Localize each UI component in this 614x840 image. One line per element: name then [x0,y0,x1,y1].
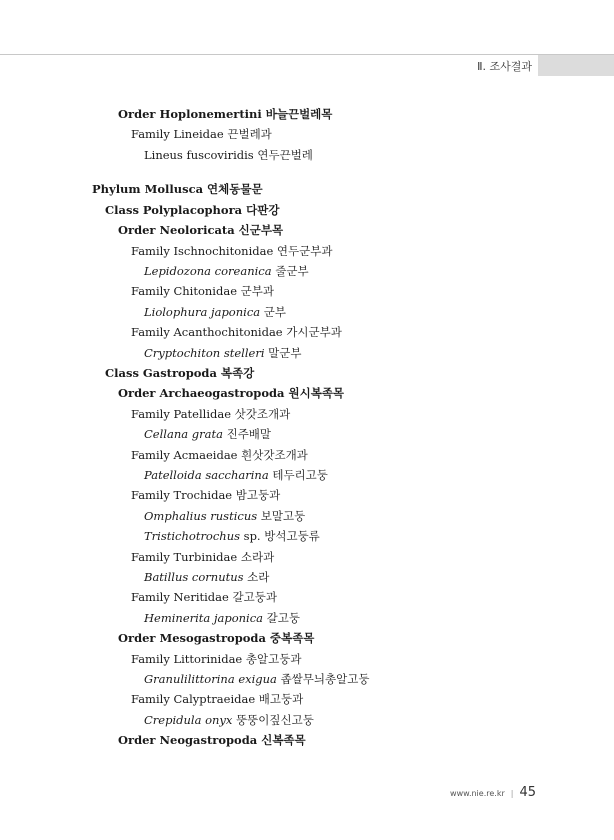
taxon-species [144,570,269,584]
taxon-text: Phylum Mollusca 연체동물문 [92,182,263,197]
taxon-text: Class Gastropoda 복족강 [105,366,255,381]
taxon-text: 뚱뚱이짚신고둥 [232,712,314,727]
taxon-text: Family Littorinidae 총알고둥과 [131,651,302,666]
taxon-order [118,107,332,121]
scientific-name: Tristichotrochus [144,529,241,544]
taxon-text: 말군부 [264,345,302,360]
taxon-text: Order Mesogastropoda 중복족목 [118,631,315,646]
taxon-text: Family Lineidae 끈벌레과 [131,127,272,142]
scientific-name: Cellana grata [144,427,223,442]
taxon-text: Family Calyptraeidae 배고둥과 [131,692,304,707]
taxon-species [144,468,328,482]
taxon-species [144,305,286,319]
taxon-class [105,366,254,380]
taxon-text: 진주배말 [222,427,272,442]
taxon-family [131,550,274,564]
scientific-name: Crepidula onyx [144,712,233,727]
taxon-text: 줄군부 [271,264,309,279]
taxon-text: Order Hoplonemertini 바늘끈벌레목 [118,107,333,121]
taxon-species [144,264,309,278]
taxon-text: Family Acanthochitonidae 가시군부과 [131,325,342,340]
taxon-species [144,346,301,360]
taxon-text: Family Patellidae 삿갓조개과 [131,406,291,421]
scientific-name: Cryptochiton stelleri [144,345,265,360]
taxon-text: Family Acmaeidae 흰삿갓조개과 [131,447,308,462]
taxon-species [144,427,271,441]
taxon-family [131,652,301,666]
taxon-text: Family Turbinidae 소라과 [131,549,275,564]
footer-url: www.nie.re.kr [450,789,505,798]
taxon-text: Family Neritidae 갈고둥과 [131,590,277,605]
taxon-order [118,631,314,645]
taxon-order [118,733,306,747]
taxon-text: Family Trochidae 밤고둥과 [131,488,281,503]
taxon-text: 테두리고둥 [268,468,328,483]
taxon-text: Lineus fuscoviridis 연두끈벌레 [144,147,313,162]
taxon-text: Order Neogastropoda 신복족목 [118,733,306,748]
taxon-family [131,325,342,339]
page-footer [450,781,536,800]
taxon-text: Order Neoloricata 신군부목 [118,223,284,238]
chapter-heading: Ⅱ. 조사결과 [477,60,532,73]
taxon-order [118,223,283,237]
scientific-name: Liolophura japonica [144,304,261,319]
taxon-family [131,284,274,298]
scientific-name: Batillus cornutus [144,570,244,585]
taxon-family [131,590,277,604]
taxon-text: Order Archaeogastropoda 원시복족목 [118,386,345,401]
taxon-species [144,148,313,162]
footer-separator: | [510,789,514,798]
taxon-species [144,611,300,625]
taxon-text: 군부 [260,304,286,319]
taxon-text: 소라 [243,570,270,585]
taxon-text: Family Chitonidae 군부과 [131,284,274,299]
scientific-name: Patelloida saccharina [144,468,269,483]
taxon-text: 좁쌀무늬총알고둥 [276,672,370,687]
header-tab-block [538,55,614,76]
taxon-text: Family Ischnochitonidae 연두군부과 [131,243,333,258]
page-number: 45 [519,785,536,800]
taxon-text: 보말고둥 [257,508,306,523]
taxon-species [144,713,314,727]
taxon-order [118,386,344,400]
taxon-species [144,509,305,523]
scientific-name: Granulilittorina exigua [144,672,277,687]
taxon-family [131,488,280,502]
scientific-name: Heminerita japonica [144,610,264,625]
taxon-family [131,448,308,462]
taxon-text: Class Polyplacophora 다판강 [105,202,280,217]
taxon-text: sp. 방석고둥류 [240,529,320,544]
taxon-family [131,127,272,141]
taxon-species [144,672,369,686]
taxon-family [131,692,303,706]
header-rule [0,54,614,55]
taxon-family [131,244,332,258]
taxon-species [144,529,320,543]
scientific-name: Omphalius rusticus [144,508,258,523]
taxon-family [131,407,290,421]
taxon-text: 갈고둥 [263,610,301,625]
taxon-phylum [92,182,263,196]
scientific-name: Lepidozona coreanica [144,264,272,279]
taxon-class [105,203,279,217]
